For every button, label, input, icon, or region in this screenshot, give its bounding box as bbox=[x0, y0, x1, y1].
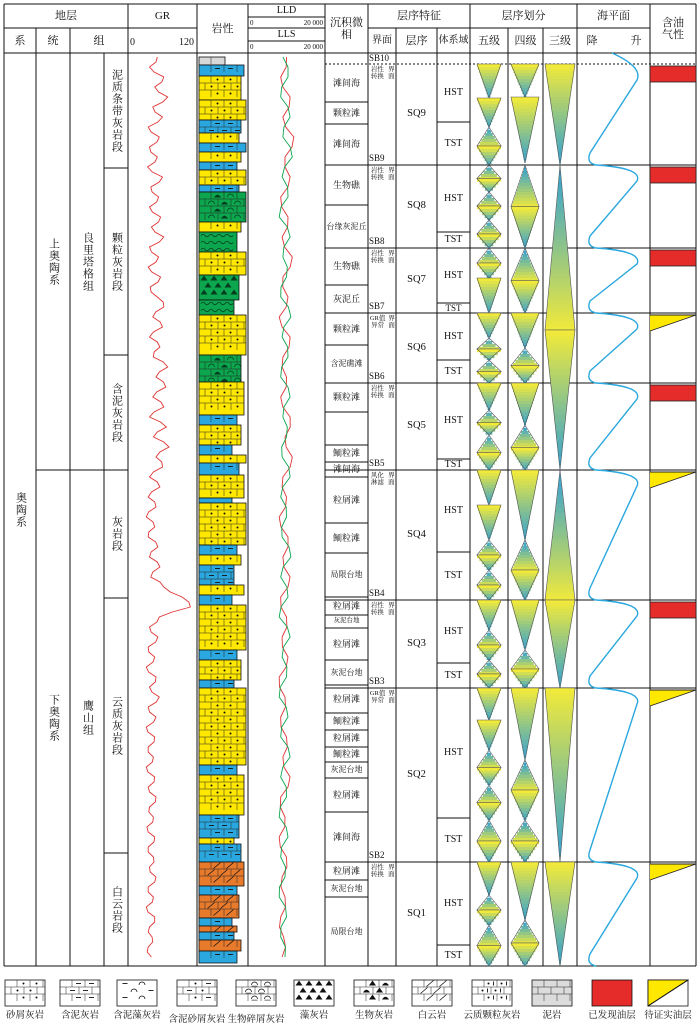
legend-label: 含泥灰岩 bbox=[60, 1010, 99, 1021]
header-gr: GR bbox=[154, 10, 171, 22]
header-sea-fall: 降 bbox=[586, 34, 598, 47]
microfacies-cell: 鲕粒滩 bbox=[332, 448, 360, 458]
microfacies-cell: 滩间海 bbox=[332, 464, 360, 474]
sb-label: SB6 bbox=[369, 370, 385, 381]
sequence-label: SQ4 bbox=[407, 528, 426, 540]
series-label: 下奥陶系 bbox=[47, 694, 60, 742]
surface-type-label: 岩性转换 界面 bbox=[370, 167, 395, 181]
sequence-label: SQ5 bbox=[407, 420, 426, 432]
sb-label: SB3 bbox=[369, 675, 385, 686]
tst-label: TST bbox=[444, 234, 463, 245]
microfacies-cell: 灰泥台地 bbox=[330, 883, 363, 893]
header-system: 系 bbox=[14, 34, 26, 47]
header-sequence-division: 层序划分 bbox=[501, 10, 546, 22]
surface-type-label: GR值异常 界面 bbox=[369, 315, 395, 329]
gr-scale-max: 120 bbox=[179, 37, 194, 48]
microfacies-cell: 台缘 灰泥丘 bbox=[326, 221, 367, 231]
tst-label: TST bbox=[444, 570, 463, 581]
header-series: 统 bbox=[47, 34, 59, 47]
microfacies-cell: 粒屑滩 bbox=[332, 693, 360, 704]
tst-label: TST bbox=[444, 458, 463, 470]
header-lithology: 岩性 bbox=[211, 22, 234, 35]
legend-label: 生物碎 屑灰岩 bbox=[227, 1014, 285, 1025]
header-surface: 界面 bbox=[372, 34, 392, 46]
tst-label: TST bbox=[444, 949, 463, 961]
formation-label: 良里塔格组 bbox=[81, 231, 94, 292]
legend-label: 泥岩 bbox=[542, 1010, 562, 1021]
header-lls: LLS bbox=[277, 28, 296, 40]
cycle-symbols bbox=[477, 64, 575, 966]
microfacies-cell: 鲕粒滩 bbox=[332, 532, 360, 543]
header-fourth-order: 四级 bbox=[514, 34, 537, 47]
sequence-label: SQ8 bbox=[407, 200, 426, 212]
legend-label: 含泥藻灰岩 bbox=[113, 1010, 161, 1021]
microfacies-cell: 灰泥丘 bbox=[332, 293, 360, 304]
sequence-label: SQ7 bbox=[407, 274, 426, 286]
legend-label: 云质颗粒灰岩 bbox=[463, 1010, 521, 1021]
microfacies-cell: 鲕粒滩 bbox=[332, 749, 360, 759]
sequence-label: SQ3 bbox=[407, 637, 426, 649]
hst-label: HST bbox=[444, 330, 463, 342]
gr-scale-min: 0 bbox=[130, 37, 135, 48]
hst-label: HST bbox=[444, 897, 463, 909]
legend-label: 白云岩 bbox=[417, 1010, 447, 1021]
surface-type-label: GR值异常 界面 bbox=[369, 690, 395, 704]
microfacies-cell: 粒屑滩 bbox=[332, 600, 360, 611]
microfacies-cell: 局限台地 bbox=[330, 926, 363, 936]
oil-marks-layer bbox=[650, 66, 696, 880]
sequence-label: SQ9 bbox=[407, 108, 426, 120]
member-label: 白云岩段 bbox=[110, 885, 123, 934]
legend-label: 待证实油层 bbox=[644, 1010, 692, 1021]
surface-type-label: 风化淋滤 界面 bbox=[370, 472, 395, 486]
header-sequence: 层序 bbox=[405, 34, 428, 47]
microfacies-cell: 颗粒滩 bbox=[332, 392, 360, 402]
header-lld: LLD bbox=[276, 4, 297, 16]
hst-label: HST bbox=[444, 192, 463, 204]
tst-label: TST bbox=[444, 365, 463, 377]
hst-label: HST bbox=[444, 625, 463, 637]
sea-level-curve bbox=[589, 53, 638, 966]
microfacies-cell: 生物礁 bbox=[332, 179, 360, 190]
header-sequence-features: 层序特征 bbox=[397, 10, 441, 22]
hst-label: HST bbox=[444, 505, 463, 516]
lld-scale-min: 0 bbox=[250, 18, 254, 27]
member-label: 颗粒灰岩段 bbox=[110, 231, 123, 292]
sb-label: SB8 bbox=[369, 235, 385, 246]
header-sea-rise: 升 bbox=[630, 34, 642, 47]
microfacies-cell: 含泥礁滩 bbox=[330, 359, 363, 368]
member-label: 泥质条带灰岩段 bbox=[110, 68, 123, 153]
member-label: 灰岩段 bbox=[110, 516, 123, 552]
sb-label: SB5 bbox=[369, 457, 385, 468]
series-label: 上奥陶系 bbox=[47, 237, 60, 286]
sb-label: SB9 bbox=[369, 152, 385, 163]
header-sea-level: 海平面 bbox=[597, 10, 630, 22]
microfacies-cell: 颗粒滩 bbox=[332, 107, 360, 118]
surface-type-label: 岩性转换 界面 bbox=[370, 864, 395, 878]
header-strata: 地层 bbox=[55, 10, 77, 22]
tst-label: TST bbox=[445, 302, 462, 313]
microfacies-cell: 粒屑滩 bbox=[332, 789, 360, 800]
sb-label: SB2 bbox=[369, 849, 385, 860]
sb-label: SB10 bbox=[369, 52, 390, 63]
surface-type-label: 岩性转换 界面 bbox=[370, 66, 395, 80]
header-microfacies: 沉积微相 bbox=[330, 16, 363, 41]
microfacies-cell: 灰泥台地 bbox=[330, 667, 363, 677]
surface-type-label: 岩性转换 界面 bbox=[370, 385, 395, 399]
surface-type-label: 岩性转换 界面 bbox=[370, 602, 395, 616]
header-fifth-order: 五级 bbox=[478, 34, 500, 47]
hst-label: HST bbox=[444, 747, 463, 758]
member-label: 含泥灰岩段 bbox=[110, 382, 123, 443]
legend-label: 藻灰岩 bbox=[299, 1010, 329, 1021]
sb-label: SB7 bbox=[369, 300, 385, 311]
hst-label: HST bbox=[444, 269, 463, 281]
header-systems-tract: 体系域 bbox=[438, 34, 469, 46]
microfacies-cell: 颗粒滩 bbox=[332, 323, 360, 334]
sb-label: SB4 bbox=[369, 587, 385, 598]
member-label: 云质灰岩段 bbox=[110, 695, 123, 756]
lls-scale-max: 20 000 bbox=[303, 42, 323, 51]
microfacies-cell: 滩间海 bbox=[332, 77, 360, 88]
legend-label: 含泥砂 屑灰岩 bbox=[168, 1014, 226, 1025]
microfacies-cell: 灰泥台地 bbox=[333, 617, 360, 625]
microfacies-cell: 粒屑滩 bbox=[332, 494, 360, 505]
microfacies-cell: 鲕粒滩 bbox=[332, 716, 360, 726]
header-oil-gas: 含油气性 bbox=[662, 16, 684, 41]
system-label: 奥陶系 bbox=[14, 491, 27, 528]
microfacies-cell: 粒屑滩 bbox=[332, 638, 360, 649]
legend-label: 生物灰岩 bbox=[354, 1010, 393, 1021]
microfacies-cell: 灰泥台地 bbox=[330, 765, 363, 774]
microfacies-cell: 粒屑滩 bbox=[332, 733, 360, 743]
hst-label: HST bbox=[444, 415, 463, 426]
sequence-label: SQ6 bbox=[407, 341, 426, 353]
resistivity-curves bbox=[279, 57, 294, 957]
tst-label: TST bbox=[444, 834, 463, 845]
legend-icons bbox=[5, 980, 688, 1006]
gr-curve bbox=[146, 57, 190, 957]
tst-label: TST bbox=[444, 137, 463, 149]
header-formation: 组 bbox=[93, 34, 105, 47]
tst-label: TST bbox=[444, 669, 463, 681]
lithology-layer bbox=[199, 57, 246, 963]
surface-type-label: 岩性转换 界面 bbox=[370, 250, 395, 264]
microfacies-cell: 滩间海 bbox=[332, 139, 360, 149]
sequence-label: SQ1 bbox=[407, 907, 426, 919]
hst-label: HST bbox=[444, 87, 463, 98]
formation-label: 鹰山组 bbox=[81, 700, 94, 736]
microfacies-cell: 生物礁 bbox=[332, 261, 360, 271]
legend-label: 已发现油层 bbox=[588, 1010, 636, 1021]
lld-scale-max: 20 000 bbox=[303, 18, 323, 27]
lls-scale-min: 0 bbox=[250, 42, 254, 51]
microfacies-cell: 滩间海 bbox=[332, 831, 360, 842]
sequence-label: SQ2 bbox=[407, 768, 426, 780]
header-third-order: 三级 bbox=[549, 34, 571, 47]
microfacies-cell: 粒屑滩 bbox=[332, 865, 360, 876]
legend-label: 砂屑灰岩 bbox=[5, 1010, 44, 1021]
microfacies-cell: 局限台地 bbox=[330, 570, 363, 579]
